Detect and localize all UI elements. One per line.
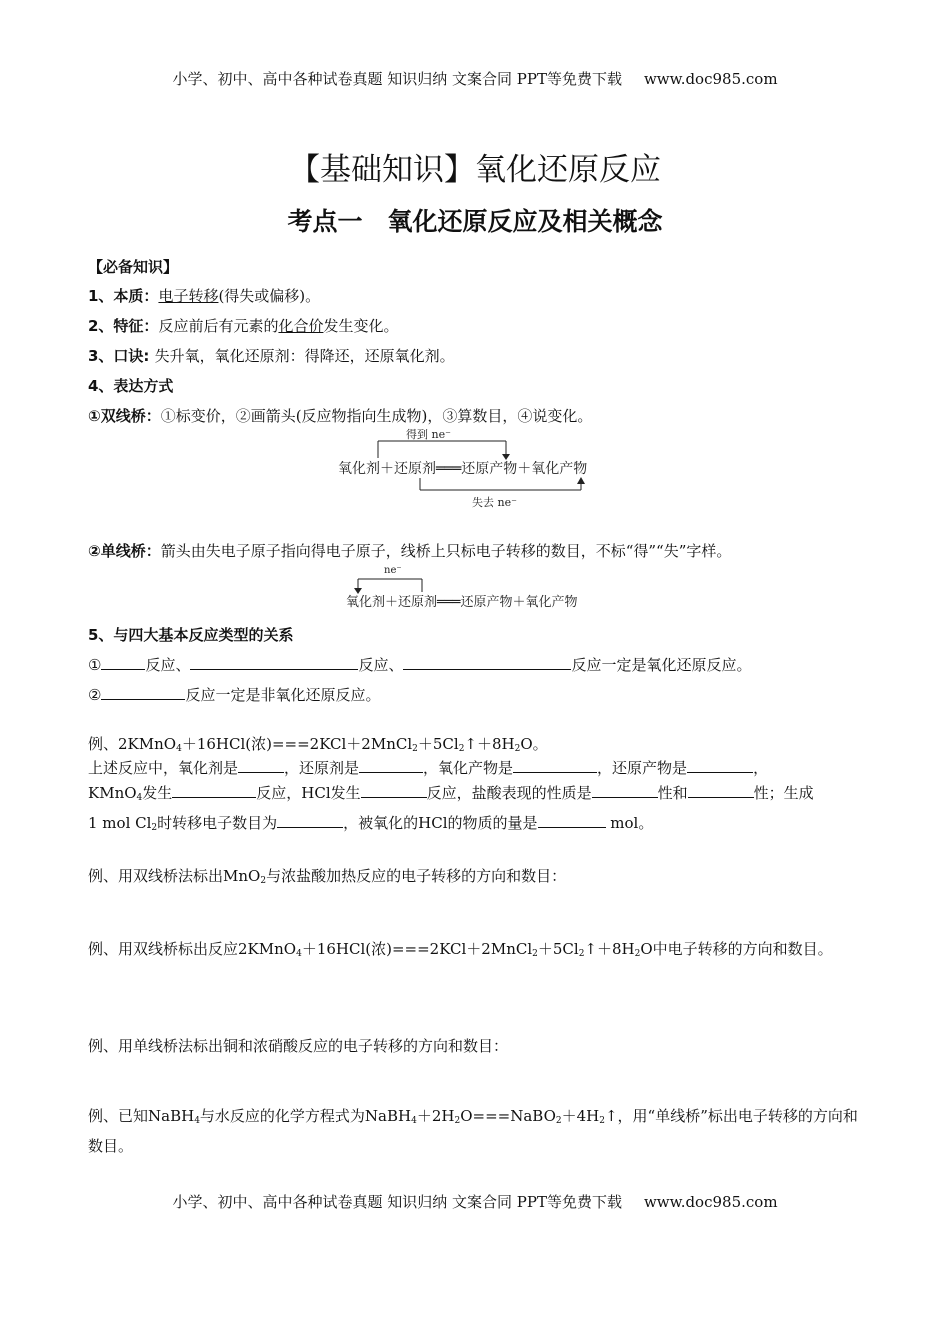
ex5-part: O===NaBO [460, 1107, 556, 1125]
blank[interactable] [238, 758, 284, 773]
q-text: 时转移电子数目为 [157, 814, 278, 832]
ex2-part: 与浓盐酸加热反应的电子转移的方向和数目： [266, 867, 567, 885]
ex5-part: ＋4H [561, 1107, 600, 1125]
blank[interactable] [403, 655, 571, 670]
ex3-part: 例、用双线桥标出反应2KMnO [88, 940, 297, 958]
example-1-equation [88, 733, 548, 754]
item-essence [88, 285, 320, 306]
q-text: KMnO [88, 784, 137, 802]
ex5-part: 例、已知NaBH [88, 1107, 195, 1125]
footer-site: www.doc985.com [643, 1193, 778, 1211]
dbl-top-label: 得到 ne⁻ [406, 428, 451, 441]
example-5 [88, 1104, 864, 1159]
subscript: 2 [532, 949, 538, 959]
subscript: 2 [412, 744, 418, 754]
item-feature-label: 2、特征： [88, 317, 159, 335]
page-footer [0, 1191, 950, 1212]
item-essence-text: (得失或偏移)。 [218, 287, 321, 305]
subscript: 2 [151, 823, 158, 833]
q-text: 发生 [142, 784, 173, 802]
item-essence-label: 1、本质： [88, 287, 159, 305]
item-mnemonic [88, 345, 455, 366]
footer-text: 小学、初中、高中各种试卷真题 知识归纳 文案合同 PPT等免费下载 [172, 1193, 622, 1211]
blank[interactable] [190, 655, 358, 670]
double-bridge-label: ①双线桥： [88, 407, 161, 425]
q-text: ，还原剂是 [284, 759, 360, 777]
header-site: www.doc985.com [643, 70, 778, 88]
relation-row-2 [88, 684, 380, 705]
example-2 [88, 865, 566, 886]
ex1-part: ＋16HCl(浓)===2KCl＋2MnCl [181, 735, 413, 753]
example-3 [88, 938, 833, 959]
blank[interactable] [538, 813, 606, 828]
subscript: 2 [260, 876, 267, 886]
sgl-arrowhead [354, 588, 362, 594]
subscript: 4 [296, 949, 302, 959]
q-text: ，被氧化的HCl的物质的量是 [343, 814, 538, 832]
double-bridge-text: ①标变价，②画箭头(反应物指向生成物)，③算数目，④说变化。 [160, 407, 593, 425]
dbl-bottom-arrowhead [577, 477, 585, 484]
sgl-label: ne⁻ [384, 565, 402, 576]
subscript: 2 [599, 1116, 605, 1126]
relation-2-text: 反应一定是非氧化还原反应。 [185, 686, 381, 704]
example-4: 例、用单线桥法标出铜和浓硝酸反应的电子转移的方向和数目： [88, 1037, 509, 1055]
single-bridge-text: 箭头由失电子原子指向得电子原子，线桥上只标电子转移的数目，不标“得”“失”字样。 [160, 542, 732, 560]
item-feature-keyword: 化合价 [278, 317, 324, 335]
blank[interactable] [172, 783, 256, 798]
blank[interactable] [101, 685, 185, 700]
blank[interactable] [361, 783, 427, 798]
q-text: mol。 [605, 814, 654, 832]
ex1-part: ↑＋8H [464, 735, 515, 753]
subscript: 4 [136, 793, 143, 803]
single-bridge-label: ②单线桥： [88, 542, 161, 560]
item-mnemonic-label: 3、口诀: [88, 347, 155, 365]
blank[interactable] [592, 783, 658, 798]
q-text: 性和 [657, 784, 688, 802]
subscript: 2 [578, 949, 585, 959]
blank[interactable] [359, 758, 423, 773]
subscript: 2 [634, 949, 641, 959]
subscript: 2 [555, 1116, 562, 1126]
ex1-part: 例、2KMnO [88, 735, 177, 753]
ex2-part: 例、用双线桥法标出MnO [88, 867, 261, 885]
header-text: 小学、初中、高中各种试卷真题 知识归纳 文案合同 PPT等免费下载 [172, 70, 622, 88]
blank[interactable] [688, 783, 754, 798]
q-text: 反应，HCl发生 [256, 784, 361, 802]
relation-2-num: ② [88, 686, 102, 704]
dbl-bottom-label: 失去 ne⁻ [472, 496, 517, 509]
subscript: 2 [514, 744, 521, 754]
single-bridge-diagram [340, 562, 610, 612]
page-subtitle: 考点一 氧化还原反应及相关概念 [287, 207, 663, 236]
relation-1-num: ① [88, 656, 102, 674]
relation-row-1 [88, 654, 752, 675]
blank[interactable] [101, 655, 145, 670]
blank[interactable] [687, 758, 753, 773]
item-feature-text: 发生变化。 [323, 317, 399, 335]
ex3-part: ＋5Cl [537, 940, 579, 958]
relation-1-text-d: 反应一定是氧化还原反应。 [571, 656, 752, 674]
item-feature-pre: 反应前后有元素的 [158, 317, 279, 335]
section-label: 【必备知识】 [88, 258, 179, 276]
double-bridge-diagram [330, 426, 620, 512]
page-header [0, 68, 950, 89]
ex1-part: ＋5Cl [417, 735, 459, 753]
subscript: 4 [411, 1116, 417, 1126]
blank[interactable] [277, 813, 343, 828]
ex5-part: ↑，用“单线桥”标出电子转移的方向和数目。 [88, 1107, 858, 1155]
subscript: 2 [458, 744, 465, 754]
single-bridge-desc [88, 540, 731, 561]
ex5-part: ＋2H [416, 1107, 455, 1125]
q-text: ，还原产物是 [597, 759, 688, 777]
item-expression: 4、表达方式 [88, 377, 174, 395]
relation-1-text-b: 反应、 [145, 656, 191, 674]
double-bridge-desc [88, 405, 592, 426]
dbl-equation: 氧化剂＋还原剂═══还原产物＋氧化产物 [338, 461, 588, 477]
relation-1-text-c: 反应、 [358, 656, 404, 674]
q-text: 性；生成 [753, 784, 814, 802]
ex5-part: 与水反应的化学方程式为NaBH [199, 1107, 412, 1125]
item-relation: 5、与四大基本反应类型的关系 [88, 626, 294, 644]
ex3-part: O中电子转移的方向和数目。 [640, 940, 833, 958]
q-text: ， [753, 759, 769, 777]
ex3-part: ↑＋8H [584, 940, 635, 958]
item-mnemonic-text: 失升氧，氧化还原剂：得降还，还原氧化剂。 [154, 347, 455, 365]
q-text: 上述反应中，氧化剂是 [88, 759, 239, 777]
ex3-part: ＋16HCl(浓)===2KCl＋2MnCl [301, 940, 533, 958]
example-1-questions [88, 756, 864, 841]
subscript: 4 [176, 744, 182, 754]
dbl-top-arrowhead [502, 454, 510, 460]
q-text: ，氧化产物是 [423, 759, 514, 777]
blank[interactable] [513, 758, 597, 773]
page-title: 【基础知识】氧化还原反应 [289, 152, 661, 188]
ex1-part: O。 [520, 735, 548, 753]
sgl-equation: 氧化剂＋还原剂═══还原产物＋氧化产物 [346, 595, 578, 610]
q-text: 反应，盐酸表现的性质是 [426, 784, 592, 802]
subscript: 2 [454, 1116, 461, 1126]
subscript: 4 [194, 1116, 200, 1126]
q-text: 1 mol Cl [88, 814, 152, 832]
item-essence-keyword: 电子转移 [158, 287, 219, 305]
item-feature [88, 315, 398, 336]
